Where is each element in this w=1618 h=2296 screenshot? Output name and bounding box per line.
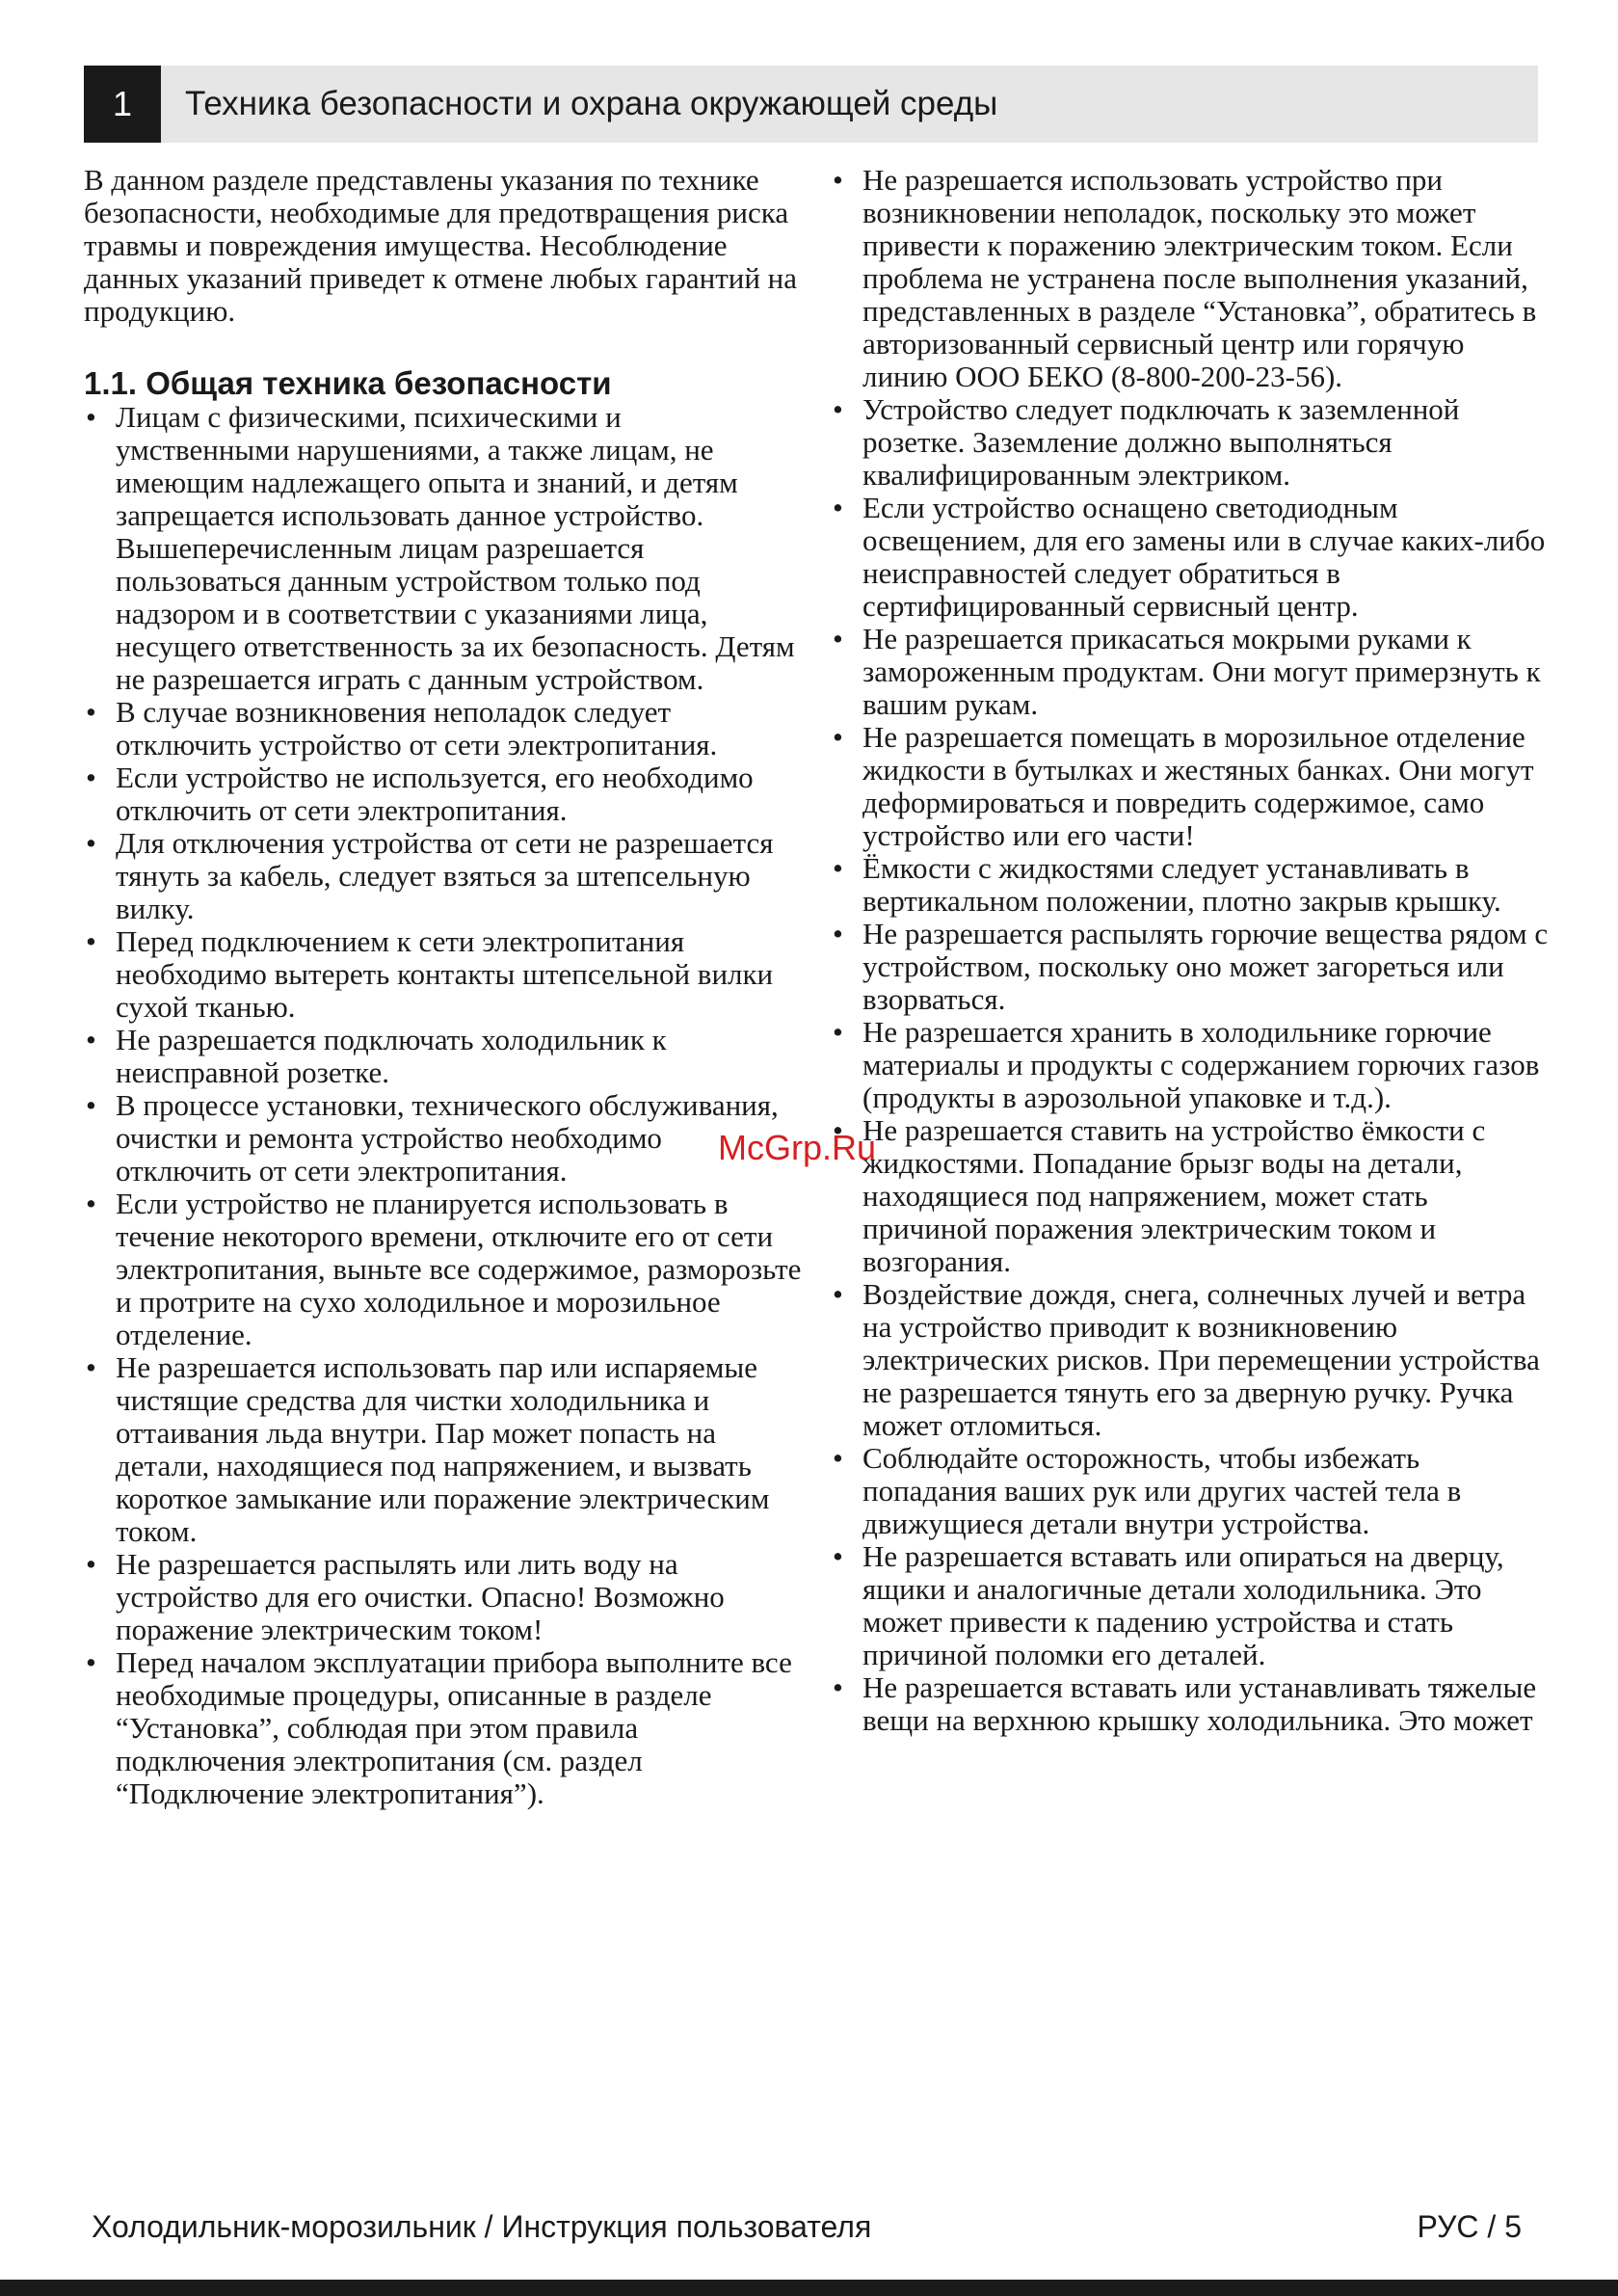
list-item: • Не разрешается распылять или лить воду на устройство для его очистки. Опасно! Возможно поражение электрическим током! [84, 1548, 802, 1646]
list-item: • В процессе установки, технического обслуживания, очистки и ремонта устройство необходимо отключить от сети электропитания. [84, 1089, 802, 1188]
list-item: • Не разрешается использовать пар или испаряемые чистящие средства для чистки холодильника и оттаивания льда внутри. Пар может попасть на детали, находящиеся под напряжением, и вызвать короткое замыкание или поражение электрическим током. [84, 1351, 802, 1548]
list-item: • Если устройство оснащено светодиодным освещением, для его замены или в случае каких-либо неисправностей следует обратиться в сертифицированный сервисный центр. [831, 492, 1549, 623]
list-item: • Не разрешается прикасаться мокрыми руками к замороженным продуктам. Они могут примерзнуть к вашим рукам. [831, 623, 1549, 721]
list-item: • Не разрешается распылять горючие вещества рядом с устройством, поскольку оно может загореться или взорваться. [831, 918, 1549, 1016]
section-number: 1 [84, 66, 161, 143]
right-column [831, 164, 1549, 1737]
footer-page-number: РУС / 5 [1417, 2209, 1522, 2244]
footer-document-title: Холодильник-морозильник / Инструкция пользователя [92, 2209, 872, 2244]
list-item: • Не разрешается вставать или устанавливать тяжелые вещи на верхнюю крышку холодильника. Это может [831, 1671, 1549, 1737]
subsection-title: 1.1. Общая техника безопасности [84, 365, 612, 401]
list-item: • Ёмкости с жидкостями следует устанавливать в вертикальном положении, плотно закрыв крышку. [831, 852, 1549, 918]
list-item: • Для отключения устройства от сети не разрешается тянуть за кабель, следует взяться за штепсельную вилку. [84, 827, 802, 925]
list-item: • Устройство следует подключать к заземленной розетке. Заземление должно выполняться квалифицированным электриком. [831, 393, 1549, 492]
left-bullet-list [84, 401, 802, 1810]
list-item: • Воздействие дождя, снега, солнечных лучей и ветра на устройство приводит к возникновению электрических рисков. При перемещении устройства не разрешается тянуть его за дверную ручку. Ручка может отломиться. [831, 1278, 1549, 1442]
section-title: Техника безопасности и охрана окружающей среды [185, 85, 998, 122]
list-item: • Соблюдайте осторожность, чтобы избежать попадания ваших рук или других частей тела в движущиеся детали внутри устройства. [831, 1442, 1549, 1540]
list-item: • Если устройство не используется, его необходимо отключить от сети электропитания. [84, 761, 802, 827]
list-item: • Перед подключением к сети электропитания необходимо вытереть контакты штепсельной вилки сухой тканью. [84, 925, 802, 1024]
list-item: • Не разрешается использовать устройство при возникновении неполадок, поскольку это может привести к поражению электрическим током. Если проблема не устранена после выполнения указаний, представленных в разделе “Установка”, обратитесь в авторизованный сервисный центр или горячую линию ООО БЕКО (8-800-200-23-56). [831, 164, 1549, 393]
list-item: • В случае возникновения неполадок следует отключить устройство от сети электропитания. [84, 696, 802, 761]
bottom-edge-strip [0, 2280, 1618, 2296]
list-item: • Перед началом эксплуатации прибора выполните все необходимые процедуры, описанные в разделе “Установка”, соблюдая при этом правила подключения электропитания (см. раздел “Подключение электропитания”). [84, 1646, 802, 1810]
list-item: • Не разрешается хранить в холодильнике горючие материалы и продукты с содержанием горючих газов (продукты в аэрозольной упаковке и т.д.). [831, 1016, 1549, 1114]
left-column [84, 164, 802, 1810]
list-item: • Не разрешается ставить на устройство ёмкости с жидкостями. Попадание брызг воды на детали, находящиеся под напряжением, может стать причиной поражения электрическим током и возгорания. [831, 1114, 1549, 1278]
intro-paragraph: В данном разделе представлены указания по технике безопасности, необходимые для предотвращения риска травмы и повреждения имущества. Несоблюдение данных указаний приведет к отмене любых гарантий на продукцию. [84, 163, 798, 328]
list-item: • Если устройство не планируется использовать в течение некоторого времени, отключите его от сети электропитания, выньте все содержимое, разморозьте и протрите на сухо холодильное и морозильное отделение. [84, 1188, 802, 1351]
list-item: • Не разрешается помещать в морозильное отделение жидкости в бутылках и жестяных банках. Они могут деформироваться и повредить содержимое, само устройство или его части! [831, 721, 1549, 852]
list-item: • Не разрешается подключать холодильник к неисправной розетке. [84, 1024, 802, 1089]
list-item: • Лицам с физическими, психическими и умственными нарушениями, а также лицам, не имеющим надлежащего опыта и знаний, и детям запрещается использовать данное устройство. Вышеперечисленным лицам разрешается пользоваться данным устройством только под надзором и в соответствии с указаниями лица, несущего ответственность за их безопасность. Детям не разрешается играть с данным устройством. [84, 401, 802, 696]
watermark: McGrp.Ru [718, 1128, 877, 1167]
list-item: • Не разрешается вставать или опираться на дверцу, ящики и аналогичные детали холодильника. Это может привести к падению устройства и стать причиной поломки его деталей. [831, 1540, 1549, 1671]
right-bullet-list [831, 164, 1549, 1737]
section-header [84, 66, 1538, 143]
